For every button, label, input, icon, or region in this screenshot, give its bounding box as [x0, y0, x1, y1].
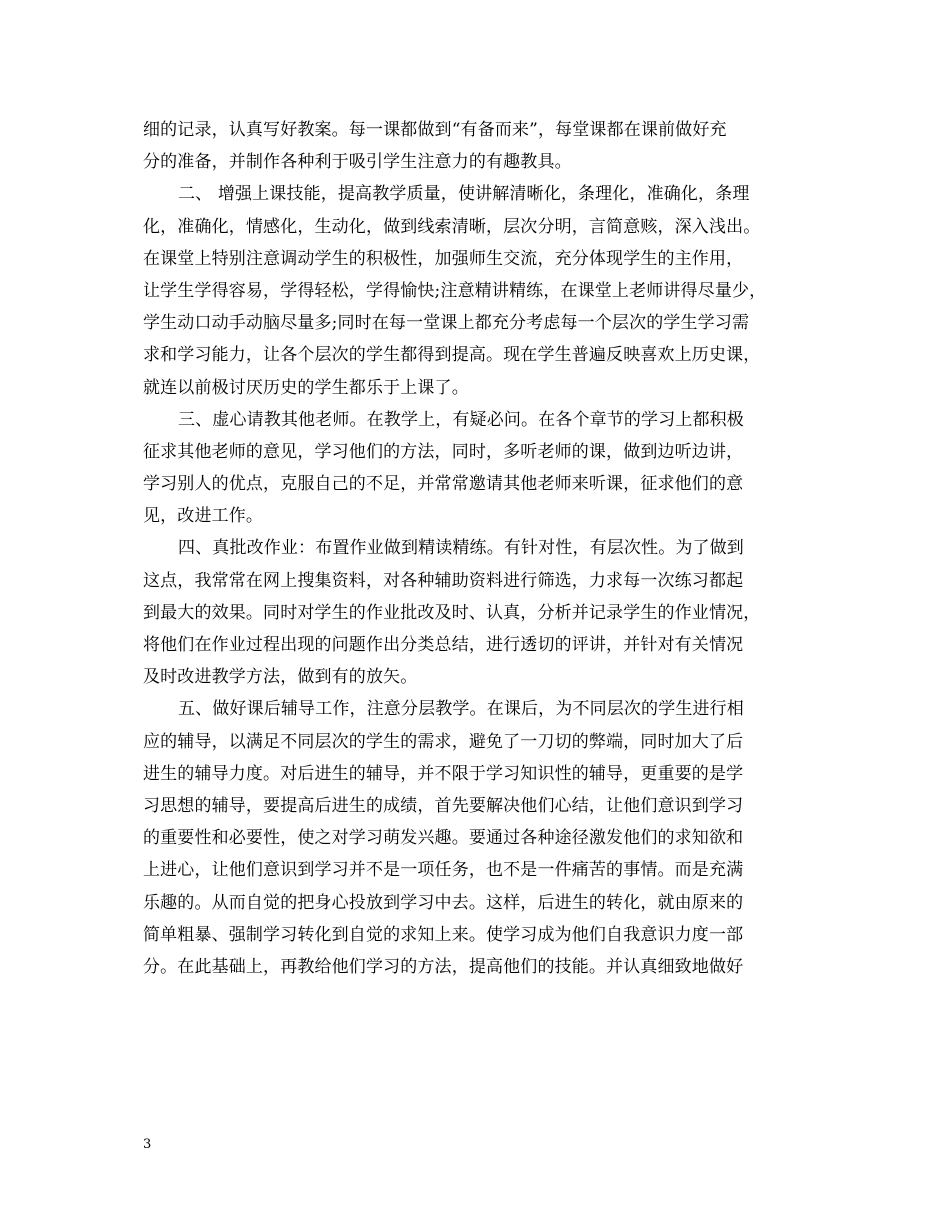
text-line: 化，准确化，情感化，生动化，做到线索清晰，层次分明，言简意赅，深入浅出。 [143, 216, 761, 237]
text-line: 让学生学得容易，学得轻松，学得愉快;注意精讲精练，在课堂上老师讲得尽量少， [143, 280, 767, 301]
page-number: 3 [143, 1137, 152, 1152]
text-line: 五、做好课后辅导工作，注意分层教学。在课后，为不同层次的学生进行相 [178, 699, 744, 720]
text-line: 二、 增强上课技能，提高教学质量，使讲解清晰化，条理化，准确化，条理 [178, 184, 750, 205]
text-line: 及时改进教学方法，做到有的放矢。 [143, 667, 418, 688]
text-line: 见，改进工作。 [143, 506, 264, 527]
text-line: 分。在此基础上，再教给他们学习的方法，提高他们的技能。并认真细致地做好 [143, 956, 744, 977]
text-line: 到最大的效果。同时对学生的作业批改及时、认真，分析并记录学生的作业情况， [143, 602, 761, 623]
text-line: 简单粗暴、强制学习转化到自觉的求知上来。使学习成为他们自我意识力度一部 [143, 924, 744, 945]
text-line: 学习别人的优点，克服自己的不足，并常常邀请其他老师来听课，征求他们的意 [143, 474, 744, 495]
text-line: 的重要性和必要性，使之对学习萌发兴趣。要通过各种途径激发他们的求知欲和 [143, 828, 744, 849]
text-line: 分的准备，并制作各种利于吸引学生注意力的有趣教具。 [143, 152, 572, 173]
text-line: 细的记录，认真写好教案。每一课都做到“有备而来”，每堂课都在课前做好充 [143, 120, 727, 140]
text-line: 应的辅导，以满足不同层次的学生的需求，避免了一刀切的弊端，同时加大了后 [143, 731, 744, 752]
text-line: 就连以前极讨厌历史的学生都乐于上课了。 [143, 377, 469, 398]
text-line: 乐趣的。从而自觉的把身心投放到学习中去。这样，后进生的转化，就由原来的 [143, 892, 744, 913]
text-line: 求和学习能力，让各个层次的学生都得到提高。现在学生普遍反映喜欢上历史课， [143, 345, 761, 366]
text-line: 将他们在作业过程出现的问题作出分类总结，进行透切的评讲，并针对有关情况 [143, 635, 744, 655]
text-line: 习思想的辅导，要提高后进生的成绩，首先要解决他们心结，让他们意识到学习 [143, 795, 744, 816]
text-line: 四、真批改作业：布置作业做到精读精练。有针对性，有层次性。为了做到 [178, 538, 744, 559]
text-line: 进生的辅导力度。对后进生的辅导，并不限于学习知识性的辅导，更重要的是学 [143, 763, 744, 784]
text-line: 征求其他老师的意见，学习他们的方法，同时，多听老师的课，做到边听边讲， [143, 441, 744, 462]
text-line: 在课堂上特别注意调动学生的积极性，加强师生交流，充分体现学生的主作用， [143, 248, 744, 269]
text-line: 这点，我常常在网上搜集资料，对各种辅助资料进行筛选，力求每一次练习都起 [143, 570, 744, 591]
document-body [143, 114, 818, 983]
text-line: 三、虚心请教其他老师。在教学上，有疑必问。在各个章节的学习上都积极 [178, 409, 744, 430]
text-line: 上进心，让他们意识到学习并不是一项任务，也不是一件痛苦的事情。而是充满 [143, 860, 744, 881]
text-line: 学生动口动手动脑尽量多;同时在每一堂课上都充分考虑每一个层次的学生学习需 [143, 313, 750, 334]
